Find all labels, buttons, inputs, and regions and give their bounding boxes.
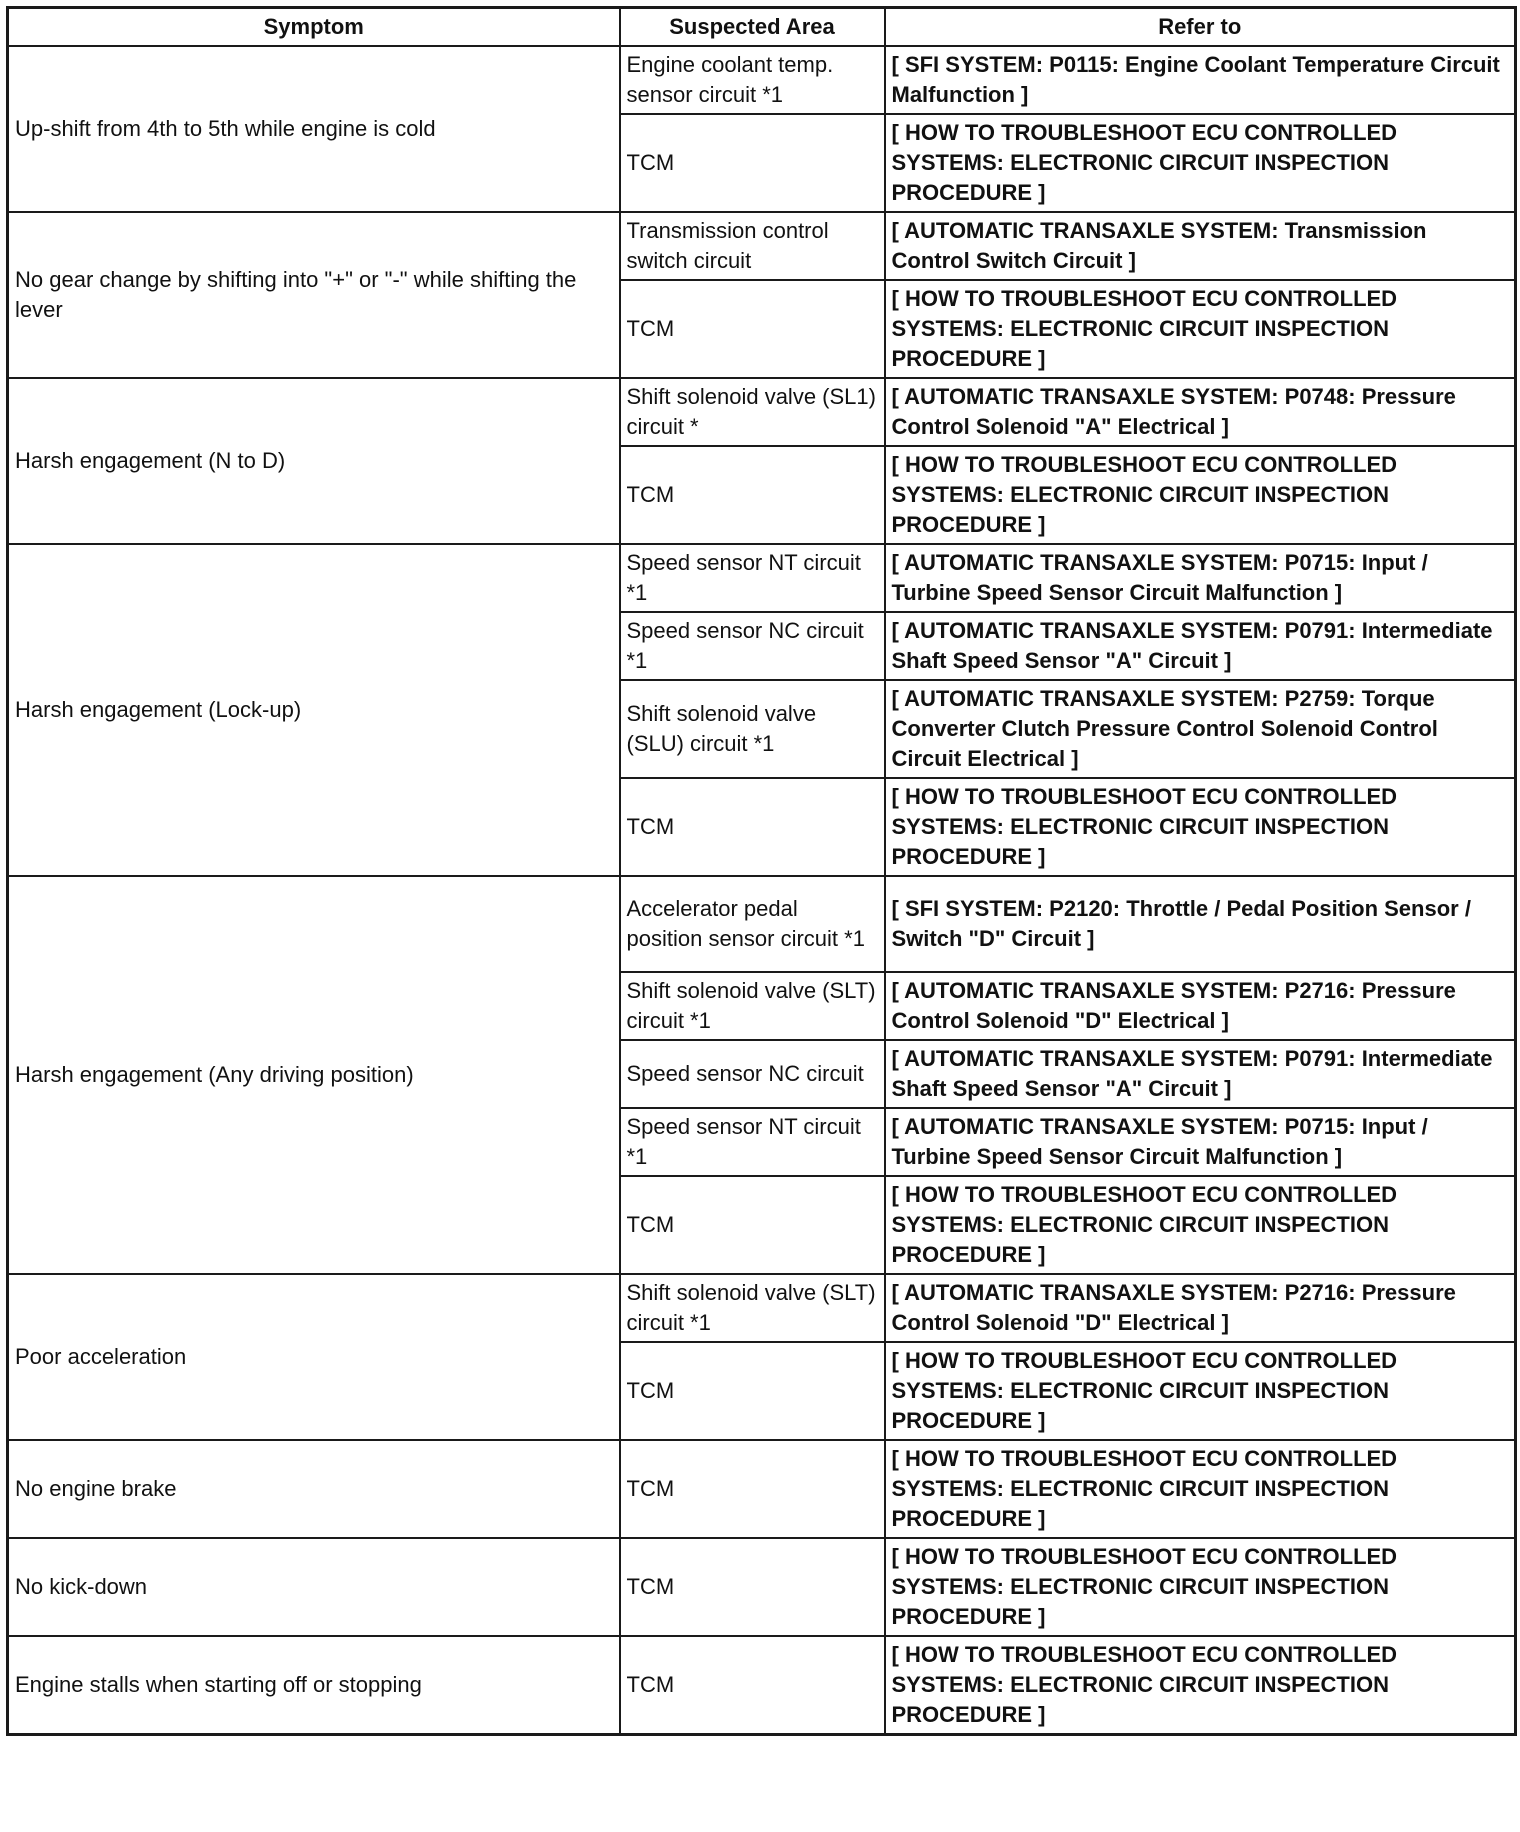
table-row [8, 212, 1516, 280]
suspected-area-cell: Transmission control switch circuit [620, 212, 885, 280]
symptom-cell: No kick-down [8, 1538, 620, 1636]
refer-to-cell: [ HOW TO TROUBLESHOOT ECU CONTROLLED SYSTEMS: ELECTRONIC CIRCUIT INSPECTION PROCEDURE ] [885, 1538, 1516, 1636]
refer-to-cell: [ AUTOMATIC TRANSAXLE SYSTEM: Transmission Control Switch Circuit ] [885, 212, 1516, 280]
refer-to-cell: [ HOW TO TROUBLESHOOT ECU CONTROLLED SYSTEMS: ELECTRONIC CIRCUIT INSPECTION PROCEDURE ] [885, 778, 1516, 876]
refer-to-cell: [ HOW TO TROUBLESHOOT ECU CONTROLLED SYSTEMS: ELECTRONIC CIRCUIT INSPECTION PROCEDURE ] [885, 1176, 1516, 1274]
refer-to-cell: [ HOW TO TROUBLESHOOT ECU CONTROLLED SYSTEMS: ELECTRONIC CIRCUIT INSPECTION PROCEDURE ] [885, 114, 1516, 212]
refer-to-cell: [ HOW TO TROUBLESHOOT ECU CONTROLLED SYSTEMS: ELECTRONIC CIRCUIT INSPECTION PROCEDURE ] [885, 1636, 1516, 1735]
header-symptom: Symptom [8, 8, 620, 47]
refer-to-cell: [ AUTOMATIC TRANSAXLE SYSTEM: P0791: Intermediate Shaft Speed Sensor "A" Circuit ] [885, 612, 1516, 680]
symptom-cell: Harsh engagement (Any driving position) [8, 876, 620, 1274]
header-suspected-area: Suspected Area [620, 8, 885, 47]
symptom-cell: Up-shift from 4th to 5th while engine is cold [8, 46, 620, 212]
refer-to-cell: [ AUTOMATIC TRANSAXLE SYSTEM: P2759: Torque Converter Clutch Pressure Control Solenoid Control Circuit Electrical ] [885, 680, 1516, 778]
suspected-area-cell: TCM [620, 778, 885, 876]
refer-to-cell: [ HOW TO TROUBLESHOOT ECU CONTROLLED SYSTEMS: ELECTRONIC CIRCUIT INSPECTION PROCEDURE ] [885, 1440, 1516, 1538]
suspected-area-cell: TCM [620, 1176, 885, 1274]
refer-to-cell: [ AUTOMATIC TRANSAXLE SYSTEM: P2716: Pressure Control Solenoid "D" Electrical ] [885, 1274, 1516, 1342]
symptom-cell: Engine stalls when starting off or stopping [8, 1636, 620, 1735]
table-row [8, 378, 1516, 446]
symptom-cell: No gear change by shifting into "+" or "-" while shifting the lever [8, 212, 620, 378]
suspected-area-cell: TCM [620, 446, 885, 544]
suspected-area-cell: TCM [620, 1538, 885, 1636]
suspected-area-cell: Speed sensor NT circuit *1 [620, 1108, 885, 1176]
table-row [8, 876, 1516, 972]
refer-to-cell: [ SFI SYSTEM: P0115: Engine Coolant Temperature Circuit Malfunction ] [885, 46, 1516, 114]
header-refer-to: Refer to [885, 8, 1516, 47]
refer-to-cell: [ AUTOMATIC TRANSAXLE SYSTEM: P2716: Pressure Control Solenoid "D" Electrical ] [885, 972, 1516, 1040]
table-row [8, 1636, 1516, 1735]
suspected-area-cell: Speed sensor NC circuit [620, 1040, 885, 1108]
refer-to-cell: [ SFI SYSTEM: P2120: Throttle / Pedal Position Sensor / Switch "D" Circuit ] [885, 876, 1516, 972]
refer-to-cell: [ AUTOMATIC TRANSAXLE SYSTEM: P0791: Intermediate Shaft Speed Sensor "A" Circuit ] [885, 1040, 1516, 1108]
suspected-area-cell: TCM [620, 280, 885, 378]
refer-to-cell: [ AUTOMATIC TRANSAXLE SYSTEM: P0715: Input / Turbine Speed Sensor Circuit Malfunction ] [885, 544, 1516, 612]
table-row [8, 46, 1516, 114]
suspected-area-cell: Shift solenoid valve (SL1) circuit * [620, 378, 885, 446]
symptom-cell: Harsh engagement (N to D) [8, 378, 620, 544]
table-row [8, 1538, 1516, 1636]
suspected-area-cell: TCM [620, 114, 885, 212]
symptom-table [6, 6, 1517, 1736]
suspected-area-cell: Speed sensor NC circuit *1 [620, 612, 885, 680]
suspected-area-cell: TCM [620, 1440, 885, 1538]
suspected-area-cell: Speed sensor NT circuit *1 [620, 544, 885, 612]
suspected-area-cell: Engine coolant temp. sensor circuit *1 [620, 46, 885, 114]
suspected-area-cell: TCM [620, 1636, 885, 1735]
suspected-area-cell: Shift solenoid valve (SLT) circuit *1 [620, 1274, 885, 1342]
suspected-area-cell: Shift solenoid valve (SLT) circuit *1 [620, 972, 885, 1040]
suspected-area-cell: TCM [620, 1342, 885, 1440]
header-row [8, 8, 1516, 47]
table-row [8, 1440, 1516, 1538]
refer-to-cell: [ AUTOMATIC TRANSAXLE SYSTEM: P0748: Pressure Control Solenoid "A" Electrical ] [885, 378, 1516, 446]
refer-to-cell: [ HOW TO TROUBLESHOOT ECU CONTROLLED SYSTEMS: ELECTRONIC CIRCUIT INSPECTION PROCEDURE ] [885, 446, 1516, 544]
table-body [8, 46, 1516, 1735]
refer-to-cell: [ AUTOMATIC TRANSAXLE SYSTEM: P0715: Input / Turbine Speed Sensor Circuit Malfunction ] [885, 1108, 1516, 1176]
refer-to-cell: [ HOW TO TROUBLESHOOT ECU CONTROLLED SYSTEMS: ELECTRONIC CIRCUIT INSPECTION PROCEDURE ] [885, 1342, 1516, 1440]
suspected-area-cell: Shift solenoid valve (SLU) circuit *1 [620, 680, 885, 778]
suspected-area-cell: Accelerator pedal position sensor circuit *1 [620, 876, 885, 972]
symptom-cell: Poor acceleration [8, 1274, 620, 1440]
table-row [8, 544, 1516, 612]
refer-to-cell: [ HOW TO TROUBLESHOOT ECU CONTROLLED SYSTEMS: ELECTRONIC CIRCUIT INSPECTION PROCEDURE ] [885, 280, 1516, 378]
symptom-cell: Harsh engagement (Lock-up) [8, 544, 620, 876]
symptom-cell: No engine brake [8, 1440, 620, 1538]
table-row [8, 1274, 1516, 1342]
